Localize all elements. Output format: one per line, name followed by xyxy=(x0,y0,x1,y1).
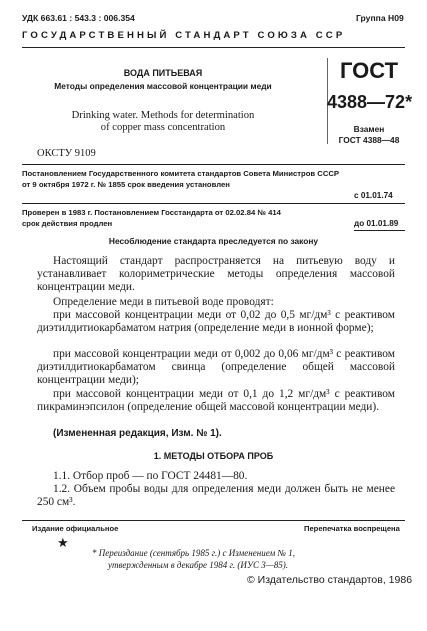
okstu-code: ОКСТУ 9109 xyxy=(37,148,96,159)
paragraph-scope: Настоящий стандарт распространяется на питьевую воду и устанавливает колориметрические методы определения массовой концентрации меди. xyxy=(37,255,395,294)
okstu-rule xyxy=(22,164,405,165)
header-rule xyxy=(22,47,405,48)
title-en-line2: of copper mass concentration xyxy=(100,122,226,133)
title-en-line1: Drinking water. Methods for determination xyxy=(71,110,255,121)
title-ru-sub: Методы определения массовой концентрации меди xyxy=(54,81,272,91)
replaces-value: ГОСТ 4388—48 xyxy=(338,135,400,145)
decree-line2: от 9 октября 1972 г. № 1855 срок введения установлен xyxy=(22,180,230,189)
copyright: © Издательство стандартов, 1986 xyxy=(247,574,413,586)
gost-label: ГОСТ xyxy=(339,58,399,83)
udk-code: УДК 663.61 : 543.3 : 006.354 xyxy=(22,13,135,23)
until-date: до 01.01.89 xyxy=(354,219,399,228)
section-item-1-1: 1.1. Отбор проб — по ГОСТ 24481—80. xyxy=(53,470,248,482)
law-warning: Несоблюдение стандарта преследуется по закону xyxy=(108,236,319,246)
section-heading: 1. МЕТОДЫ ОТБОРА ПРОБ xyxy=(153,451,274,461)
footer-rule xyxy=(22,520,405,521)
check-line1: Проверен в 1983 г. Постановлением Госстандарта от 02.02.84 № 414 xyxy=(22,208,281,217)
section-item-1-2: 1.2. Объем пробы воды для определения меди должен быть не менее 250 см³. xyxy=(37,483,395,509)
until-underline xyxy=(354,230,405,231)
standard-banner: ГОСУДАРСТВЕННЫЙ СТАНДАРТ СОЮЗА ССР xyxy=(22,30,346,41)
paragraph-method-1: при массовой концентрации меди от 0,02 до 0,5 мг/дм³ с реактивом диэтилдитиокарбаматом натрия (определение меди в ионной форме); xyxy=(37,309,395,335)
paragraph-method-2: при массовой концентрации меди от 0,002 до 0,06 мг/дм³ с реактивом диэтилдитиокарбаматом свинца (определение общей массовой концентрации меди); xyxy=(37,348,395,387)
official-edition: Издание официальное xyxy=(32,524,119,533)
edition-note: (Измененная редакция, Изм. № 1). xyxy=(53,428,222,439)
decree-rule xyxy=(22,203,405,204)
reprint-note-line1: * Переиздание (сентябрь 1985 г.) с Изменением № 1, xyxy=(92,548,295,558)
reprint-notice: Перепечатка воспрещена xyxy=(304,524,400,533)
gost-number: 4388—72* xyxy=(327,92,413,112)
effective-date: с 01.01.74 xyxy=(354,191,393,200)
paragraph-intro: Определение меди в питьевой воде проводят: xyxy=(53,296,274,308)
title-ru-main: ВОДА ПИТЬЕВАЯ xyxy=(123,68,203,78)
decree-line1: Постановлением Государственного комитета стандартов Совета Министров СССР xyxy=(22,169,340,178)
check-line2: срок действия продлен xyxy=(22,219,113,228)
reprint-note-line2: утвержденным в декабре 1984 г. (ИУС 3—85). xyxy=(108,560,288,570)
star-icon: ★ xyxy=(57,535,69,550)
paragraph-method-3: при массовой концентрации меди от 0,1 до 1,2 мг/дм³ с реактивом пикраминэпсилон (определение общей массовой концентрации меди). xyxy=(37,388,395,414)
group-code: Группа Н09 xyxy=(356,13,404,23)
replaces-label: Взамен xyxy=(353,124,385,134)
